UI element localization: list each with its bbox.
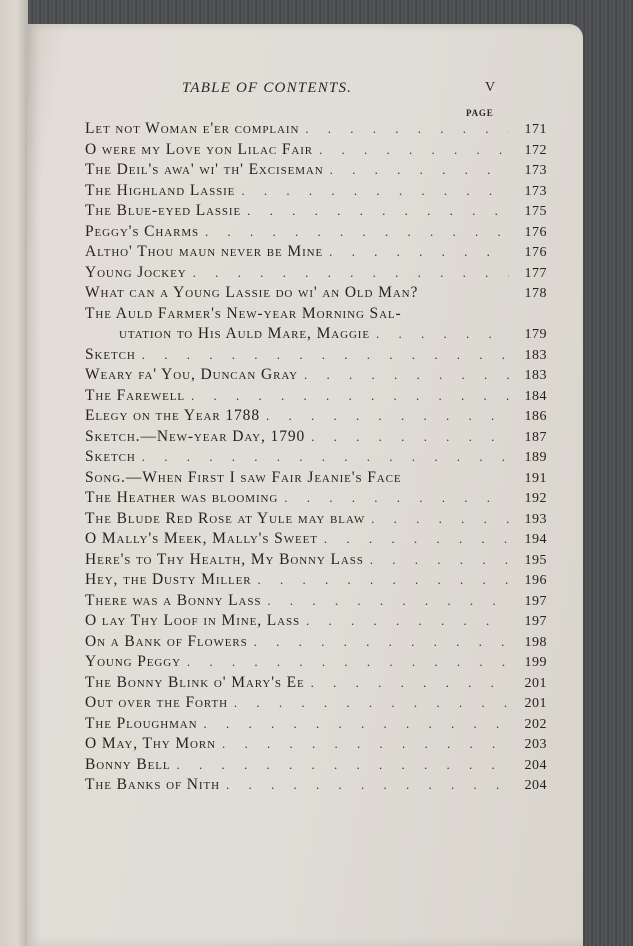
toc-title: Peggy's Charms bbox=[85, 222, 200, 240]
toc-page: 195 bbox=[524, 552, 547, 568]
toc-title: O were my Love yon Lilac Fair bbox=[85, 140, 314, 158]
toc-title: Young Peggy bbox=[85, 653, 181, 670]
dot-leader bbox=[205, 224, 509, 240]
dot-leader bbox=[258, 572, 510, 588]
dot-leader bbox=[204, 716, 510, 732]
toc-page: 171 bbox=[524, 122, 547, 137]
dot-leader bbox=[330, 162, 509, 178]
toc-title: The Deil's awa' wi' th' Exciseman bbox=[85, 161, 324, 178]
toc-page: 197 bbox=[524, 593, 547, 609]
toc-page: 204 bbox=[524, 778, 547, 793]
dot-leader bbox=[234, 695, 509, 711]
toc-title: Out over the Forth bbox=[85, 694, 228, 711]
toc-title: The Bonny Blink o' Mary's Ee bbox=[85, 673, 305, 691]
toc-title: The Blue-eyed Lassie bbox=[85, 202, 242, 219]
toc-title: Young Jockey bbox=[85, 263, 187, 281]
toc-page: 172 bbox=[524, 142, 547, 158]
dot-leader bbox=[319, 142, 509, 158]
toc-entry bbox=[85, 735, 547, 756]
toc-title: The Highland Lassie bbox=[85, 181, 236, 199]
dot-leader bbox=[193, 265, 509, 281]
toc-title: Bonny Bell bbox=[85, 755, 171, 773]
toc-page: 179 bbox=[524, 327, 547, 342]
toc-entry bbox=[85, 428, 547, 449]
toc-entry bbox=[85, 510, 547, 531]
toc-entry bbox=[85, 366, 547, 387]
book-page bbox=[27, 24, 583, 946]
toc-page: 189 bbox=[524, 450, 547, 465]
toc-entry-continuation bbox=[85, 325, 547, 346]
toc-title: Let not Woman e'er complain bbox=[85, 120, 300, 137]
toc-entry bbox=[85, 284, 547, 305]
toc-title: Sketch.—New-year Day, 1790 bbox=[85, 427, 306, 445]
toc-title: The Auld Farmer's New-year Morning Sal- bbox=[85, 304, 402, 322]
dot-leader bbox=[305, 121, 509, 137]
toc-entry bbox=[85, 407, 547, 428]
toc-entry bbox=[85, 694, 547, 715]
dot-leader bbox=[247, 203, 509, 219]
toc-title: The Blude Red Rose at Yule may blaw bbox=[85, 509, 366, 527]
toc-title: Sketch bbox=[85, 448, 136, 465]
toc-page: 176 bbox=[524, 224, 547, 240]
folio-page-number: V bbox=[485, 80, 496, 95]
toc-entry bbox=[85, 674, 547, 695]
toc-entry bbox=[85, 592, 547, 613]
toc-title: Hey, the Dusty Miller bbox=[85, 571, 252, 588]
dot-leader bbox=[304, 367, 509, 383]
toc-page: 198 bbox=[524, 634, 547, 650]
toc-entry bbox=[85, 264, 547, 285]
toc-page: 197 bbox=[524, 614, 547, 629]
dot-leader bbox=[376, 326, 509, 342]
toc-title: O lay Thy Loof in Mine, Lass bbox=[85, 612, 301, 629]
toc-page: 196 bbox=[524, 573, 547, 588]
toc-entry bbox=[85, 305, 547, 326]
dot-leader bbox=[267, 593, 509, 609]
toc-title: Song.—When First I saw Fair Jeanie's Face bbox=[85, 468, 402, 486]
toc-entry bbox=[85, 489, 547, 510]
toc-page: 175 bbox=[524, 204, 547, 219]
toc-entry bbox=[85, 182, 547, 203]
toc-title: The Banks of Nith bbox=[85, 776, 220, 793]
page-column-label: PAGE bbox=[466, 108, 494, 118]
toc-page: 203 bbox=[524, 737, 547, 752]
toc-title: The Ploughman bbox=[85, 714, 198, 732]
toc-title: Weary fa' You, Duncan Gray bbox=[85, 366, 298, 383]
toc-title: Altho' Thou maun never be Mine bbox=[85, 243, 324, 260]
dot-leader bbox=[226, 777, 509, 793]
toc-page: 186 bbox=[524, 409, 547, 424]
dot-leader bbox=[191, 388, 509, 404]
toc-page: 183 bbox=[524, 347, 547, 363]
dot-leader bbox=[241, 183, 509, 199]
dot-leader bbox=[329, 244, 509, 260]
dot-leader bbox=[324, 531, 509, 547]
toc-page: 192 bbox=[524, 491, 547, 506]
toc-entry bbox=[85, 571, 547, 592]
toc-page: 191 bbox=[524, 470, 547, 486]
toc-entry bbox=[85, 243, 547, 264]
toc-page: 187 bbox=[524, 429, 547, 445]
toc-page: 176 bbox=[524, 245, 547, 260]
toc-entry bbox=[85, 448, 547, 469]
dot-leader bbox=[266, 408, 509, 424]
running-head: TABLE OF CONTENTS. bbox=[182, 80, 353, 96]
toc-title: What can a Young Lassie do wi' an Old Man? bbox=[85, 284, 419, 301]
toc-page: 201 bbox=[524, 696, 547, 711]
toc-page: 199 bbox=[524, 655, 547, 670]
dot-leader bbox=[284, 490, 509, 506]
toc-title: Sketch bbox=[85, 345, 136, 363]
dot-leader bbox=[370, 552, 509, 568]
toc-entry bbox=[85, 612, 547, 633]
dot-leader bbox=[187, 654, 509, 670]
dot-leader bbox=[142, 449, 509, 465]
toc-title: Here's to Thy Health, My Bonny Lass bbox=[85, 550, 364, 568]
toc-page: 202 bbox=[524, 716, 547, 732]
toc-page: 173 bbox=[524, 183, 547, 199]
toc-entry bbox=[85, 653, 547, 674]
toc-entry bbox=[85, 202, 547, 223]
toc-entry bbox=[85, 756, 547, 777]
toc-entry bbox=[85, 633, 547, 654]
toc-page: 183 bbox=[524, 368, 547, 383]
toc-entry bbox=[85, 120, 547, 141]
toc-entry bbox=[85, 223, 547, 244]
toc-title: utation to His Auld Mare, Maggie bbox=[119, 325, 370, 342]
dot-leader bbox=[254, 634, 509, 650]
dot-leader bbox=[371, 511, 509, 527]
toc-page: 201 bbox=[524, 675, 547, 691]
toc-page: 184 bbox=[524, 388, 547, 404]
toc-page: 177 bbox=[524, 265, 547, 281]
dot-leader bbox=[306, 613, 509, 629]
toc-page: 194 bbox=[524, 532, 547, 547]
dot-leader bbox=[311, 429, 509, 445]
dot-leader bbox=[222, 736, 509, 752]
toc-title: O Mally's Meek, Mally's Sweet bbox=[85, 530, 318, 547]
toc-entry bbox=[85, 715, 547, 736]
toc-title: O May, Thy Morn bbox=[85, 735, 216, 752]
dot-leader bbox=[311, 675, 509, 691]
toc-title: The Heather was blooming bbox=[85, 489, 279, 506]
toc-page: 173 bbox=[524, 163, 547, 178]
toc-entry bbox=[85, 776, 547, 797]
toc-title: There was a Bonny Lass bbox=[85, 591, 262, 609]
toc-entry bbox=[85, 346, 547, 367]
toc-entry bbox=[85, 387, 547, 408]
facing-page-edge bbox=[0, 0, 28, 946]
table-of-contents bbox=[85, 120, 547, 797]
toc-entry bbox=[85, 551, 547, 572]
toc-page: 178 bbox=[524, 286, 547, 301]
toc-title: On a Bank of Flowers bbox=[85, 632, 248, 650]
toc-entry bbox=[85, 530, 547, 551]
dot-leader bbox=[142, 347, 509, 363]
toc-entry bbox=[85, 141, 547, 162]
toc-page: 204 bbox=[524, 757, 547, 773]
toc-entry bbox=[85, 161, 547, 182]
toc-title: Elegy on the Year 1788 bbox=[85, 407, 260, 424]
toc-title: The Farewell bbox=[85, 386, 185, 404]
dot-leader bbox=[177, 757, 510, 773]
toc-page: 193 bbox=[524, 511, 547, 527]
toc-entry bbox=[85, 469, 547, 490]
